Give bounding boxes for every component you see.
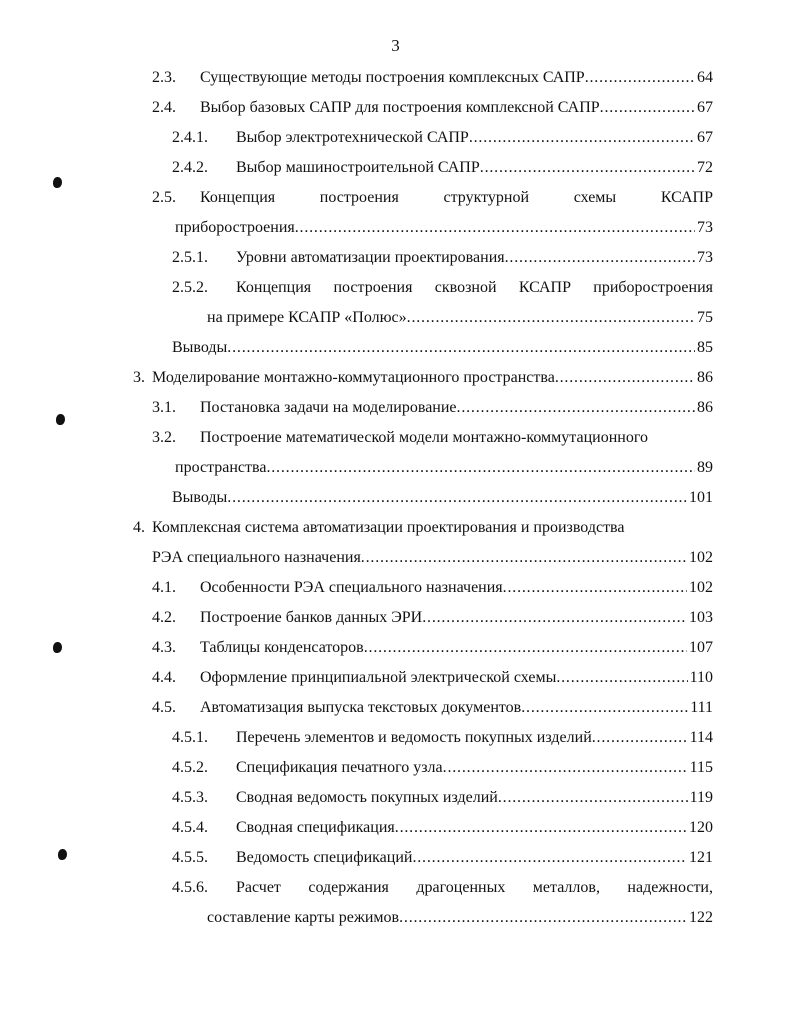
toc-entry-page: 64 — [697, 69, 713, 86]
toc-entry-link[interactable] — [236, 847, 713, 869]
toc-entry-title: приборостроения — [175, 219, 295, 236]
dot-leader — [364, 637, 687, 659]
toc-entry-title[interactable]: Концепция построения сквозной КСАПР приборостроения — [236, 279, 713, 296]
dot-leader — [443, 757, 688, 779]
dot-leader — [556, 667, 687, 689]
toc-entry-title: РЭА специального назначения — [152, 549, 361, 566]
toc-entry-page: 75 — [697, 309, 713, 326]
toc-entry-title[interactable]: Комплексная система автоматизации проектирования и производства — [152, 519, 625, 536]
toc-entry-title[interactable]: Концепция построения структурной схемы КСАПР — [200, 189, 713, 206]
dot-leader — [585, 67, 695, 89]
toc-entry-title: Сводная ведомость покупных изделий — [236, 789, 498, 806]
toc-entry-link[interactable] — [172, 487, 713, 509]
toc-entry-title: Выбор электротехнической САПР — [236, 129, 469, 146]
toc-entry-page: 122 — [689, 909, 713, 926]
toc-entry-number: 2.4.2. — [172, 159, 208, 176]
toc-entry-title: Спецификация печатного узла — [236, 759, 443, 776]
toc-entry-title: Моделирование монтажно-коммутационного пространства — [152, 369, 555, 386]
dot-leader — [422, 607, 687, 629]
toc-entry-page: 115 — [689, 759, 713, 776]
toc-entry-title: Ведомость спецификаций — [236, 849, 413, 866]
toc-entry-number: 4.5.2. — [172, 759, 208, 776]
toc-entry-title: Оформление принципиальной электрической схемы — [200, 669, 557, 686]
toc-entry-page: 121 — [689, 849, 713, 866]
toc-entry-title: Сводная спецификация — [236, 819, 395, 836]
toc-entry-number: 4.5. — [152, 699, 176, 716]
dot-leader — [227, 487, 687, 509]
dot-leader — [521, 697, 688, 719]
toc-entry-page: 72 — [697, 159, 713, 176]
toc-entry-title: Особенности РЭА специального назначения — [200, 579, 503, 596]
toc-entry-page: 85 — [697, 339, 713, 356]
binding-hole-mark — [53, 642, 62, 653]
toc-entry-link[interactable] — [207, 907, 713, 929]
toc-entry-number: 4.5.3. — [172, 789, 208, 806]
dot-leader — [399, 907, 687, 929]
dot-leader — [555, 367, 695, 389]
page-number: 3 — [391, 36, 400, 55]
dot-leader — [469, 127, 695, 149]
toc-entry-title[interactable]: Расчет содержания драгоценных металлов, надежности, — [236, 879, 713, 896]
toc-entry-page: 73 — [697, 249, 713, 266]
toc-entry-link[interactable] — [152, 367, 713, 389]
toc-entry-link[interactable] — [200, 667, 713, 689]
toc-entry-link[interactable] — [236, 757, 713, 779]
dot-leader — [498, 787, 688, 809]
toc-entry-link[interactable] — [200, 67, 713, 89]
toc-entry-page: 107 — [689, 639, 713, 656]
dot-leader — [266, 457, 695, 479]
toc-entry-link[interactable] — [200, 697, 713, 719]
toc-entry-link[interactable] — [200, 577, 713, 599]
toc-entry-link[interactable] — [172, 337, 713, 359]
toc-entry-title: Выбор базовых САПР для построения комплексной САПР — [200, 99, 600, 116]
toc-entry-title: составление карты режимов — [207, 909, 400, 926]
toc-entry-page: 101 — [689, 489, 713, 506]
toc-entry-number: 2.5.2. — [172, 279, 208, 296]
toc-entry-title[interactable]: Построение математической модели монтажно-коммутационного — [200, 429, 648, 446]
toc-entry-page: 102 — [689, 549, 713, 566]
toc-entry-number: 4.3. — [152, 639, 176, 656]
toc-entry-number: 2.5. — [152, 189, 176, 206]
toc-entry-page: 86 — [697, 369, 713, 386]
toc-entry-number: 2.4.1. — [172, 129, 208, 146]
toc-entry-page: 102 — [689, 579, 713, 596]
toc-entry-page: 120 — [689, 819, 713, 836]
toc-entry-title: Уровни автоматизации проектирования — [236, 249, 505, 266]
dot-leader — [361, 547, 687, 569]
toc-entry-title: пространства — [175, 459, 267, 476]
binding-hole-mark — [53, 177, 62, 188]
toc-entry-link[interactable] — [152, 547, 713, 569]
toc-entry-number: 4.4. — [152, 669, 176, 686]
dot-leader — [592, 727, 688, 749]
toc-entry-page: 73 — [697, 219, 713, 236]
dot-leader — [505, 247, 695, 269]
toc-entry-number: 4.5.1. — [172, 729, 208, 746]
toc-entry-title: Построение банков данных ЭРИ — [200, 609, 423, 626]
toc-entry-title: Таблицы конденсаторов — [200, 639, 364, 656]
dot-leader — [295, 217, 695, 239]
toc-entry-number: 2.5.1. — [172, 249, 208, 266]
toc-entry-title: Перечень элементов и ведомость покупных изделий — [236, 729, 592, 746]
toc-entry-number: 4. — [133, 519, 145, 536]
toc-entry-link[interactable] — [175, 217, 713, 239]
toc-entry-title: Существующие методы построения комплексных САПР — [200, 69, 585, 86]
toc-entry-page: 119 — [689, 789, 713, 806]
dot-leader — [412, 847, 687, 869]
toc-entry-page: 114 — [689, 729, 713, 746]
toc-entry-title: Выбор машиностроительной САПР — [236, 159, 480, 176]
dot-leader — [407, 307, 695, 329]
toc-entry-number: 2.4. — [152, 99, 176, 116]
toc-entry-number: 3.1. — [152, 399, 176, 416]
toc-entry-link[interactable] — [236, 817, 713, 839]
toc-entry-title: Выводы — [172, 339, 228, 356]
toc-entry-number: 4.2. — [152, 609, 176, 626]
toc-entry-number: 2.3. — [152, 69, 176, 86]
toc-entry-page: 111 — [690, 699, 713, 716]
dot-leader — [395, 817, 687, 839]
toc-entry-number: 4.1. — [152, 579, 176, 596]
toc-entry-page: 67 — [697, 129, 713, 146]
toc-entry-number: 4.5.4. — [172, 819, 208, 836]
toc-entry-title: Автоматизация выпуска текстовых документов — [200, 699, 522, 716]
toc-entry-title: Постановка задачи на моделирование — [200, 399, 457, 416]
toc-entry-page: 67 — [697, 99, 713, 116]
toc-entry-number: 3.2. — [152, 429, 176, 446]
dot-leader — [600, 97, 695, 119]
toc-entry-link[interactable] — [200, 637, 713, 659]
toc-entry-title: Выводы — [172, 489, 228, 506]
toc-entry-link[interactable] — [236, 787, 713, 809]
dot-leader — [480, 157, 695, 179]
toc-entry-number: 4.5.5. — [172, 849, 208, 866]
toc-entry-link[interactable] — [207, 307, 713, 329]
toc-entry-link[interactable] — [236, 127, 713, 149]
dot-leader — [457, 397, 695, 419]
toc-entry-page: 110 — [689, 669, 713, 686]
toc-entry-link[interactable] — [175, 457, 713, 479]
toc-entry-title: на примере КСАПР «Полюс» — [207, 309, 407, 326]
dot-leader — [227, 337, 695, 359]
toc-entry-number: 3. — [133, 369, 145, 386]
binding-hole-mark — [58, 849, 67, 860]
toc-entry-link[interactable] — [200, 397, 713, 419]
toc-entry-link[interactable] — [236, 727, 713, 749]
toc-entry-link[interactable] — [200, 97, 713, 119]
toc-entry-link[interactable] — [200, 607, 713, 629]
toc-entry-link[interactable] — [236, 247, 713, 269]
toc-entry-page: 103 — [689, 609, 713, 626]
toc-entry-page: 89 — [697, 459, 713, 476]
toc-entry-number: 4.5.6. — [172, 879, 208, 896]
binding-hole-mark — [56, 414, 65, 425]
toc-entry-page: 86 — [697, 399, 713, 416]
toc-entry-link[interactable] — [236, 157, 713, 179]
dot-leader — [503, 577, 687, 599]
